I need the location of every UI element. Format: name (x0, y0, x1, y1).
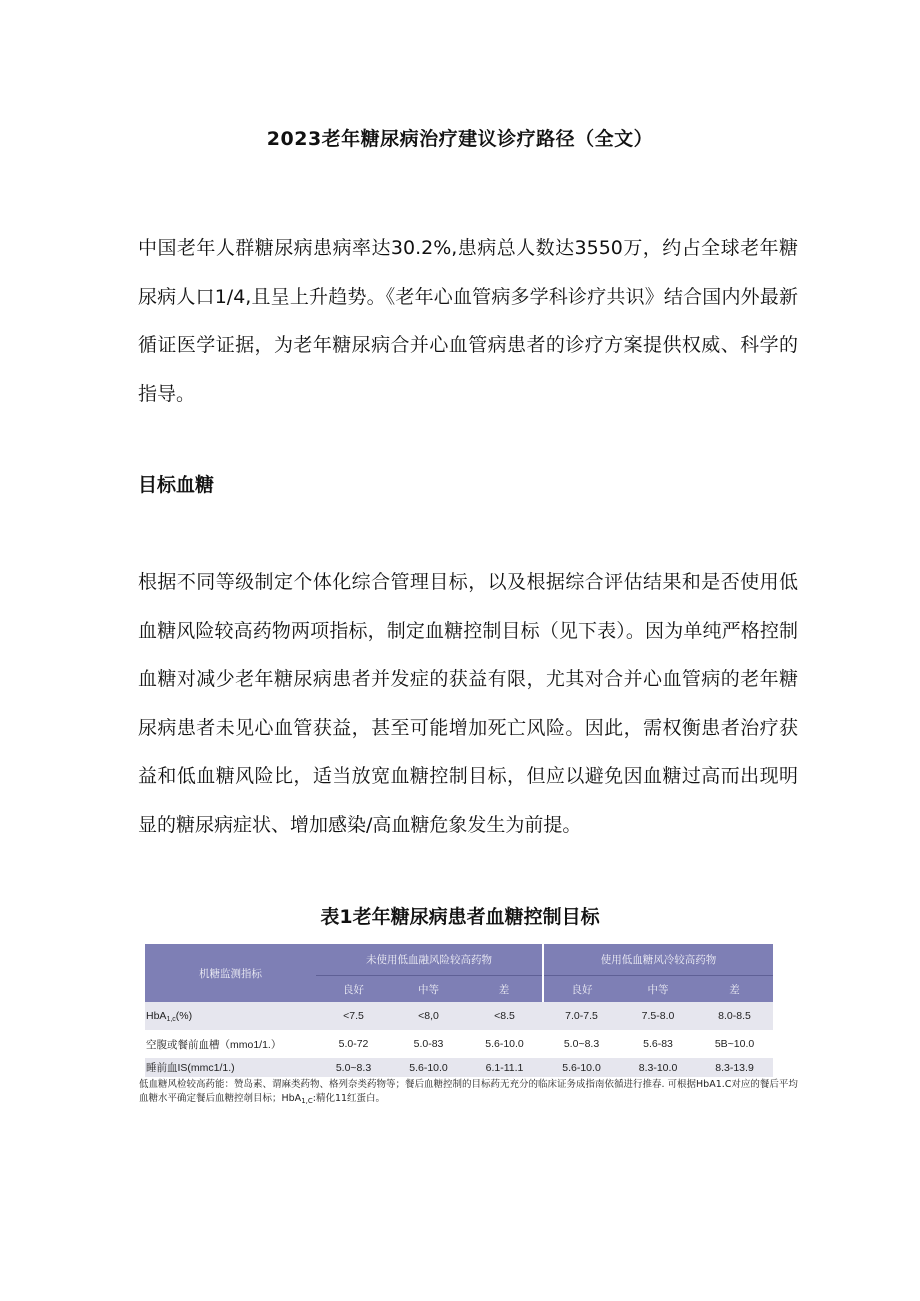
table-cell: 5B~10.0 (714, 1038, 755, 1050)
table-cell: 5.0~8.3 (563, 1038, 600, 1050)
row-label-bedtime: 睡前血IS(mmc1/1.) (145, 1058, 316, 1077)
section-paragraph: 根据不同等级制定个体化综合管理目标，以及根据综合评估结果和是否使用低血糖风险较高药物两项指标，制定血糖控制目标（见下表）。因为单纯严格控制血糖对减少老年糖尿病患者并发症的获益有限，尤其对合并心血管病的老年糖尿病患者未见心血管获益，甚至可能增加死亡风险。因此，需权衡患者治疗获益和低血糖风险比，适当放宽血糖控制目标，但应以避免因血糖过高而出现明显的糖尿病症状、增加感染/高血糖危象发生为前提。 (138, 571, 798, 836)
table-cell: 7.0-7.5 (543, 1002, 620, 1030)
table-row (145, 1002, 773, 1030)
table-cell: 5.6-83 (643, 1038, 673, 1050)
row-label-fasting: 空腹或餐前血槽（mmo1/1.） (146, 1038, 282, 1051)
table-cell: 8.3-10.0 (620, 1058, 696, 1077)
table-cell: <8,0 (391, 1002, 466, 1030)
subheader-medium: 中等 (391, 976, 466, 1003)
subheader-good: 良好 (543, 976, 620, 1003)
table-cell: 5.6-10.0 (543, 1058, 620, 1077)
table-cell: 7.5-8.0 (620, 1002, 696, 1030)
section-heading: 目标血糖 (138, 474, 215, 496)
table-cell: <8.5 (466, 1002, 543, 1030)
table-cell: 8.3-13.9 (696, 1058, 773, 1077)
table-cell: 5.6-10.0 (391, 1058, 466, 1077)
row-label-hba1c: HbA$_{1,c}$(%) (145, 1002, 316, 1030)
group-header-no-risk-drug: 未使用低血融风险较高药物 (316, 944, 543, 976)
subheader-good: 良好 (316, 976, 391, 1003)
subheader-poor: 差 (696, 976, 773, 1003)
glucose-target-table (145, 944, 773, 1077)
document-title: 2023老年糖尿病治疗建议诊疗路径（全文） (266, 128, 654, 150)
table-corner-header: 机糖监测指标 (145, 944, 316, 1002)
table-cell: 5.0-83 (413, 1038, 444, 1050)
subheader-medium: 中等 (620, 976, 696, 1003)
table-cell: <7.5 (316, 1002, 391, 1030)
table-footnote: 低血糖风检较高药能：赞岛素、谓麻类药物、格列奈类药物等；餐后血糖控制的目标药无充分的临床证务成指南依循进行推春. 可根据HbA1.C对应的餐后平均血糖水平确定餐后血糖控剞目标；HbA$_{1,C}$:精化11红蛋白。 (139, 1079, 798, 1105)
table-header-row (145, 944, 773, 976)
table-row (145, 1058, 773, 1077)
intro-paragraph: 中国老年人群糖尿病患病率达30.2%,患病总人数达3550万，约占全球老年糖尿病人口1/4,且呈上升趋势。《老年心血管病多学科诊疗共识》结合国内外最新循证医学证据，为老年糖尿病合并心血管病患者的诊疗方案提供权威、科学的指导。 (138, 237, 798, 405)
table-cell: 5.0~8.3 (316, 1058, 391, 1077)
table-cell: 8.0-8.5 (696, 1002, 773, 1030)
table-caption: 表1老年糖尿病患者血糖控制目标 (320, 906, 600, 928)
table-cell: 6.1-11.1 (466, 1058, 543, 1077)
table-cell: 5.0-72 (338, 1038, 369, 1050)
group-header-risk-drug: 使用低血糖风冷较高药物 (543, 944, 773, 976)
table-row (145, 1030, 773, 1058)
subheader-poor: 差 (466, 976, 543, 1003)
table-cell: 5.6-10.0 (485, 1038, 524, 1050)
